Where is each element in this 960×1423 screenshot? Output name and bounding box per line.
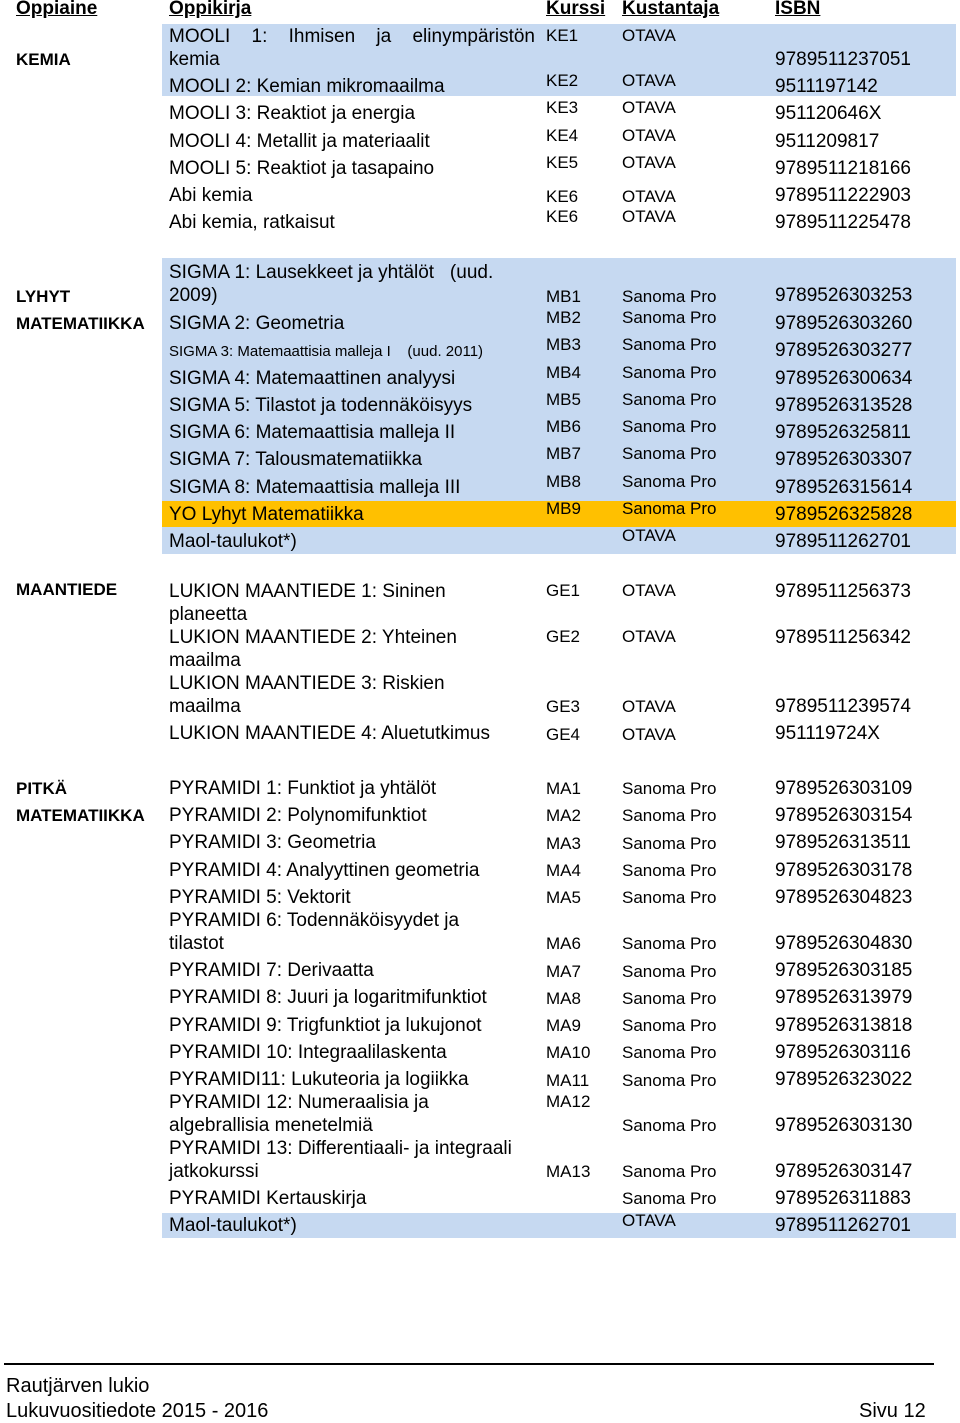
publisher: Sanoma Pro bbox=[622, 335, 717, 354]
book-title: LUKION MAANTIEDE 1: Sininen bbox=[169, 581, 446, 602]
course-code: MA4 bbox=[546, 861, 581, 880]
isbn: 9789511239574 bbox=[775, 696, 911, 717]
col-header-isbn: ISBN bbox=[775, 0, 821, 19]
course-code: MA13 bbox=[546, 1162, 591, 1181]
book-title: MOOLI 4: Metallit ja materiaalit bbox=[169, 131, 430, 152]
isbn: 9789526325811 bbox=[775, 422, 911, 443]
book-title: maailma bbox=[169, 650, 241, 671]
publisher: OTAVA bbox=[622, 153, 676, 172]
isbn: 9789526313818 bbox=[775, 1015, 913, 1036]
publisher: Sanoma Pro bbox=[622, 861, 717, 880]
book-title: PYRAMIDI 8: Juuri ja logaritmifunktiot bbox=[169, 987, 487, 1008]
course-code: MA5 bbox=[546, 888, 581, 907]
isbn: 951119724X bbox=[775, 723, 880, 744]
course-code: MA12 bbox=[546, 1092, 591, 1111]
col-header-oppiaine: Oppiaine bbox=[16, 0, 98, 19]
book-title: SIGMA 4: Matemaattinen analyysi bbox=[169, 368, 456, 389]
publisher: Sanoma Pro bbox=[622, 806, 717, 825]
course-code: MA1 bbox=[546, 779, 581, 798]
book-title: MOOLI 1: Ihmisen ja elinympäristön bbox=[169, 26, 535, 47]
book-title: SIGMA 3: Matemaattisia malleja I (uud. 2011) bbox=[169, 343, 484, 360]
col-header-kurssi: Kurssi bbox=[546, 0, 606, 19]
isbn: 9789511256373 bbox=[775, 581, 911, 602]
publisher: OTAVA bbox=[622, 526, 676, 545]
course-code: KE6 bbox=[546, 207, 579, 226]
isbn: 9789526303109 bbox=[775, 778, 913, 799]
subject-lyhyt-line1: LYHYT bbox=[16, 287, 71, 306]
book-title: PYRAMIDI 9: Trigfunktiot ja lukujonot bbox=[169, 1015, 482, 1036]
isbn: 9789526303277 bbox=[775, 340, 913, 361]
col-header-oppikirja: Oppikirja bbox=[169, 0, 252, 19]
isbn: 9789526303307 bbox=[775, 449, 913, 470]
course-code: MA3 bbox=[546, 834, 581, 853]
course-code: MA7 bbox=[546, 962, 581, 981]
book-title: SIGMA 6: Matemaattisia malleja II bbox=[169, 422, 456, 443]
isbn: 9789511218166 bbox=[775, 158, 911, 179]
isbn: 9789526325828 bbox=[775, 504, 913, 525]
book-title: YO Lyhyt Matematiikka bbox=[169, 504, 364, 525]
book-title: LUKION MAANTIEDE 4: Aluetutkimus bbox=[169, 723, 490, 744]
publisher: Sanoma Pro bbox=[622, 499, 717, 518]
publisher: Sanoma Pro bbox=[622, 989, 717, 1008]
publisher: Sanoma Pro bbox=[622, 1071, 717, 1090]
course-code: MB5 bbox=[546, 390, 581, 409]
book-title: Maol-taulukot*) bbox=[169, 531, 297, 552]
course-code: GE3 bbox=[546, 697, 581, 716]
publisher: OTAVA bbox=[622, 1211, 676, 1230]
book-title: Abi kemia, ratkaisut bbox=[169, 212, 335, 233]
subject-kemia: KEMIA bbox=[16, 50, 71, 69]
course-code: GE1 bbox=[546, 581, 581, 600]
publisher: OTAVA bbox=[622, 98, 676, 117]
isbn: 9789526303178 bbox=[775, 860, 913, 881]
isbn: 9789526303154 bbox=[775, 805, 913, 826]
book-title: PYRAMIDI 7: Derivaatta bbox=[169, 960, 374, 981]
course-code: MB9 bbox=[546, 499, 581, 518]
book-title: PYRAMIDI 5: Vektorit bbox=[169, 887, 351, 908]
publisher: Sanoma Pro bbox=[622, 1016, 717, 1035]
book-title: SIGMA 2: Geometria bbox=[169, 313, 345, 334]
publisher: Sanoma Pro bbox=[622, 834, 717, 853]
publisher: Sanoma Pro bbox=[622, 363, 717, 382]
course-code: KE4 bbox=[546, 126, 579, 145]
publisher: Sanoma Pro bbox=[622, 417, 717, 436]
isbn: 9789511237051 bbox=[775, 49, 911, 70]
publisher: Sanoma Pro bbox=[622, 1043, 717, 1062]
course-code: KE1 bbox=[546, 26, 579, 45]
isbn: 9789526303116 bbox=[775, 1042, 911, 1063]
course-code: MB7 bbox=[546, 444, 581, 463]
publisher: OTAVA bbox=[622, 725, 676, 744]
book-title: PYRAMIDI 6: Todennäköisyydet ja bbox=[169, 910, 460, 931]
footer-rule bbox=[4, 1363, 934, 1365]
publisher: Sanoma Pro bbox=[622, 308, 717, 327]
course-code: KE5 bbox=[546, 153, 579, 172]
footer-school: Rautjärven lukio bbox=[6, 1375, 150, 1397]
book-title: algebrallisia menetelmiä bbox=[169, 1115, 373, 1136]
isbn: 9789526311883 bbox=[775, 1188, 911, 1209]
isbn: 9511197142 bbox=[775, 76, 878, 97]
course-code: KE2 bbox=[546, 71, 579, 90]
course-code: MB8 bbox=[546, 472, 581, 491]
course-code: MA10 bbox=[546, 1043, 591, 1062]
subject-pitka-line2: MATEMATIIKKA bbox=[16, 806, 145, 825]
course-code: MA11 bbox=[546, 1071, 590, 1090]
subject-maantiede: MAANTIEDE bbox=[16, 580, 118, 599]
publisher: Sanoma Pro bbox=[622, 472, 717, 491]
publisher: Sanoma Pro bbox=[622, 934, 717, 953]
book-title: MOOLI 5: Reaktiot ja tasapaino bbox=[169, 158, 435, 179]
course-code: MB4 bbox=[546, 363, 581, 382]
isbn: 9789526323022 bbox=[775, 1069, 913, 1090]
publisher: OTAVA bbox=[622, 71, 676, 90]
book-title: tilastot bbox=[169, 933, 224, 954]
publisher: Sanoma Pro bbox=[622, 1116, 717, 1135]
footer-publication: Lukuvuositiedote 2015 - 2016 bbox=[6, 1400, 269, 1422]
course-code: MA9 bbox=[546, 1016, 581, 1035]
course-code: KE6 bbox=[546, 187, 579, 206]
isbn: 9789526303260 bbox=[775, 313, 913, 334]
book-title: SIGMA 8: Matemaattisia malleja III bbox=[169, 477, 461, 498]
isbn: 9789526313979 bbox=[775, 987, 913, 1008]
book-title: 2009) bbox=[169, 285, 218, 306]
isbn: 9789526303185 bbox=[775, 960, 913, 981]
subject-lyhyt-line2: MATEMATIIKKA bbox=[16, 314, 145, 333]
course-code: GE2 bbox=[546, 627, 581, 646]
book-title: kemia bbox=[169, 49, 220, 70]
isbn: 9789526304823 bbox=[775, 887, 913, 908]
isbn: 9789526303147 bbox=[775, 1161, 913, 1182]
book-title: PYRAMIDI 10: Integraalilaskenta bbox=[169, 1042, 447, 1063]
isbn: 9789511262701 bbox=[775, 531, 911, 552]
book-title: maailma bbox=[169, 696, 241, 717]
isbn: 9789526304830 bbox=[775, 933, 913, 954]
isbn: 9789511262701 bbox=[775, 1215, 911, 1236]
col-header-kustantaja: Kustantaja bbox=[622, 0, 720, 19]
isbn: 9789526300634 bbox=[775, 368, 913, 389]
isbn: 9789526303253 bbox=[775, 285, 913, 306]
publisher: OTAVA bbox=[622, 697, 676, 716]
publisher: OTAVA bbox=[622, 627, 676, 646]
book-title: SIGMA 5: Tilastot ja todennäköisyys bbox=[169, 395, 473, 416]
course-code: KE3 bbox=[546, 98, 579, 117]
book-title: jatkokurssi bbox=[169, 1161, 259, 1182]
book-title: SIGMA 7: Talousmatematiikka bbox=[169, 449, 423, 470]
isbn: 9789526313511 bbox=[775, 832, 911, 853]
publisher: Sanoma Pro bbox=[622, 287, 717, 306]
isbn: 9789526315614 bbox=[775, 477, 913, 498]
publisher: OTAVA bbox=[622, 26, 676, 45]
publisher: Sanoma Pro bbox=[622, 962, 717, 981]
book-title: PYRAMIDI Kertauskirja bbox=[169, 1188, 367, 1209]
course-code: MA6 bbox=[546, 934, 581, 953]
course-code: MB3 bbox=[546, 335, 581, 354]
publisher: OTAVA bbox=[622, 126, 676, 145]
isbn: 9789511222903 bbox=[775, 185, 911, 206]
book-title: LUKION MAANTIEDE 2: Yhteinen bbox=[169, 627, 457, 648]
book-title: PYRAMIDI11: Lukuteoria ja logiikka bbox=[169, 1069, 469, 1090]
publisher: Sanoma Pro bbox=[622, 888, 717, 907]
isbn: 9789511225478 bbox=[775, 212, 911, 233]
publisher: Sanoma Pro bbox=[622, 779, 717, 798]
isbn: 9789511256342 bbox=[775, 627, 911, 648]
publisher: OTAVA bbox=[622, 207, 676, 226]
book-title: PYRAMIDI 2: Polynomifunktiot bbox=[169, 805, 427, 826]
book-title: PYRAMIDI 13: Differentiaali- ja integraali bbox=[169, 1138, 512, 1159]
isbn: 951120646X bbox=[775, 103, 882, 124]
course-code: MA8 bbox=[546, 989, 581, 1008]
isbn: 9511209817 bbox=[775, 131, 880, 152]
book-title: PYRAMIDI 4: Analyyttinen geometria bbox=[169, 860, 480, 881]
isbn: 9789526303130 bbox=[775, 1115, 913, 1136]
book-title: SIGMA 1: Lausekkeet ja yhtälöt (uud. bbox=[169, 262, 494, 283]
book-title: PYRAMIDI 3: Geometria bbox=[169, 832, 376, 853]
footer-page-number: Sivu 12 bbox=[859, 1400, 926, 1422]
book-title: MOOLI 2: Kemian mikromaailma bbox=[169, 76, 445, 97]
course-code: MB2 bbox=[546, 308, 581, 327]
publisher: Sanoma Pro bbox=[622, 444, 717, 463]
book-title: Maol-taulukot*) bbox=[169, 1215, 297, 1236]
book-title: MOOLI 3: Reaktiot ja energia bbox=[169, 103, 416, 124]
course-code: MA2 bbox=[546, 806, 581, 825]
isbn: 9789526313528 bbox=[775, 395, 913, 416]
publisher: Sanoma Pro bbox=[622, 1162, 717, 1181]
book-title: PYRAMIDI 1: Funktiot ja yhtälöt bbox=[169, 778, 437, 799]
book-title: planeetta bbox=[169, 604, 248, 625]
course-code: MB6 bbox=[546, 417, 581, 436]
book-title: Abi kemia bbox=[169, 185, 253, 206]
publisher: Sanoma Pro bbox=[622, 1189, 717, 1208]
book-title: PYRAMIDI 12: Numeraalisia ja bbox=[169, 1092, 429, 1113]
publisher: OTAVA bbox=[622, 581, 676, 600]
publisher: Sanoma Pro bbox=[622, 390, 717, 409]
course-code: MB1 bbox=[546, 287, 581, 306]
book-title: LUKION MAANTIEDE 3: Riskien bbox=[169, 673, 445, 694]
subject-pitka-line1: PITKÄ bbox=[16, 779, 67, 798]
course-code: GE4 bbox=[546, 725, 581, 744]
publisher: OTAVA bbox=[622, 187, 676, 206]
